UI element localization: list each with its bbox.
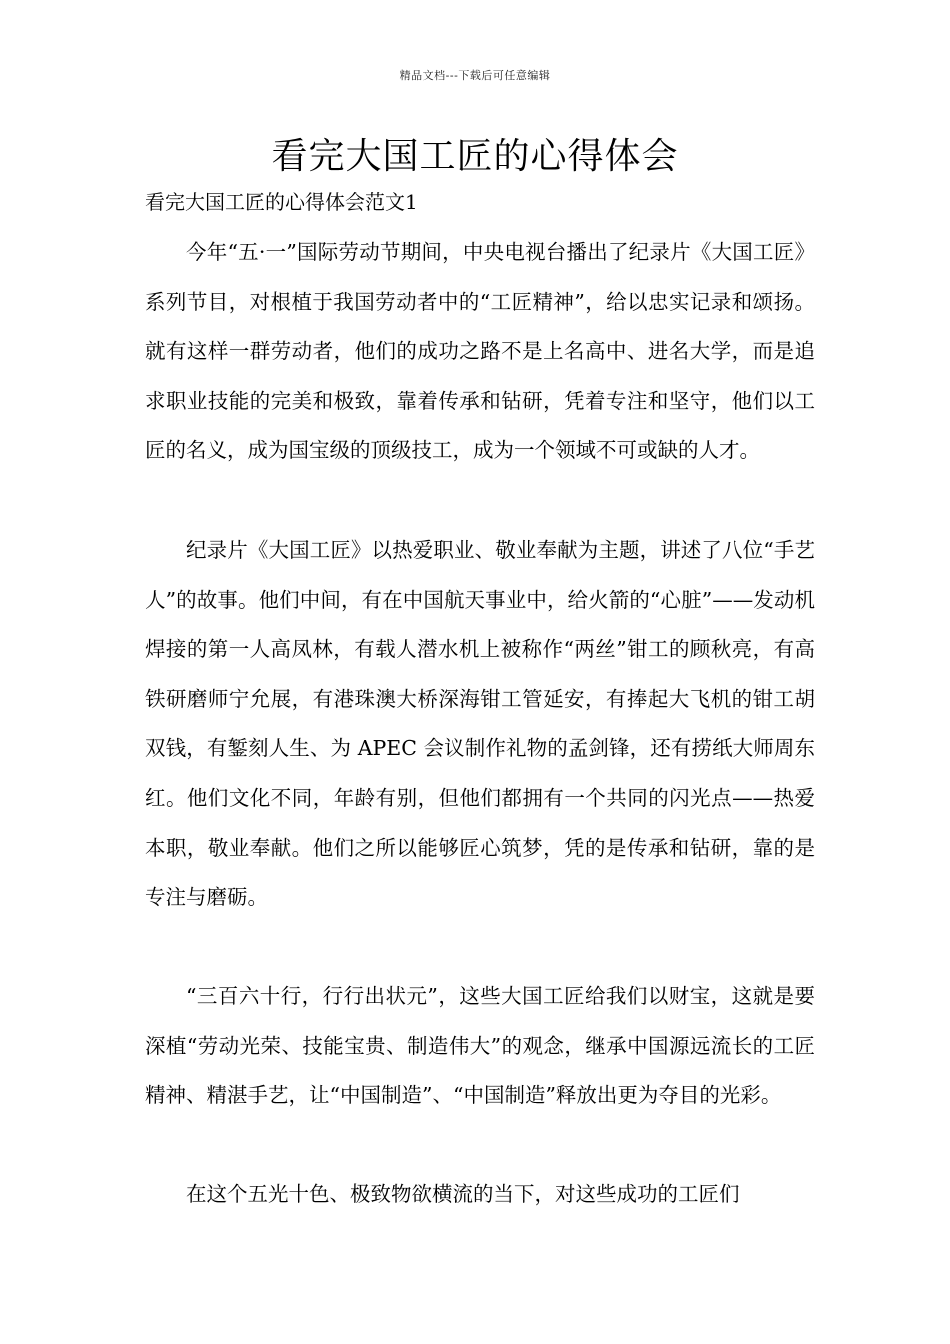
paragraph-1: 今年“五·一”国际劳动节期间，中央电视台播出了纪录片《大国工匠》系列节目，对根植于我国劳动者中的“工匠精神”，给以忠实记录和颂扬。就有这样一群劳动者，他们的成功之路不是上名高中、进名大学，而是追求职业技能的完美和极致，靠着传承和钻研，凭着专注和坚守，他们以工匠的名义，成为国宝级的顶级技工，成为一个领域不可或缺的人才。 (145, 240, 815, 463)
paragraph-4: 在这个五光十色、极致物欲横流的当下，对这些成功的工匠们 (186, 1182, 740, 1206)
header-note: 精品文档---下载后可任意编辑 (399, 69, 551, 82)
document-title: 看完大国工匠的心得体会 (271, 136, 679, 177)
section-heading: 看完大国工匠的心得体会范文1 (145, 190, 418, 214)
paragraph-3: “三百六十行，行行出状元”，这些大国工匠给我们以财宝，这就是要深植“劳动光荣、技能宝贵、制造伟大”的观念，继承中国源远流长的工匠精神、精湛手艺，让“中国制造”、“中国制造”释放出更为夺目的光彩。 (145, 984, 815, 1108)
paragraph-2: 纪录片《大国工匠》以热爱职业、敬业奉献为主题，讲述了八位“手艺人”的故事。他们中间，有在中国航天事业中，给火箭的“心脏”——发动机焊接的第一人高凤林，有载人潜水机上被称作“两丝”钳工的顾秋亮，有高铁研磨师宁允展，有港珠澳大桥深海钳工管延安，有捧起大飞机的钳工胡双钱，有錾刻人生、为 APEC 会议制作礼物的孟剑锋，还有捞纸大师周东红。他们文化不同，年龄有别，但他们都拥有一个共同的闪光点——热爱本职，敬业奉献。他们之所以能够匠心筑梦，凭的是传承和钻研，靠的是专注与磨砺。 (145, 538, 815, 910)
